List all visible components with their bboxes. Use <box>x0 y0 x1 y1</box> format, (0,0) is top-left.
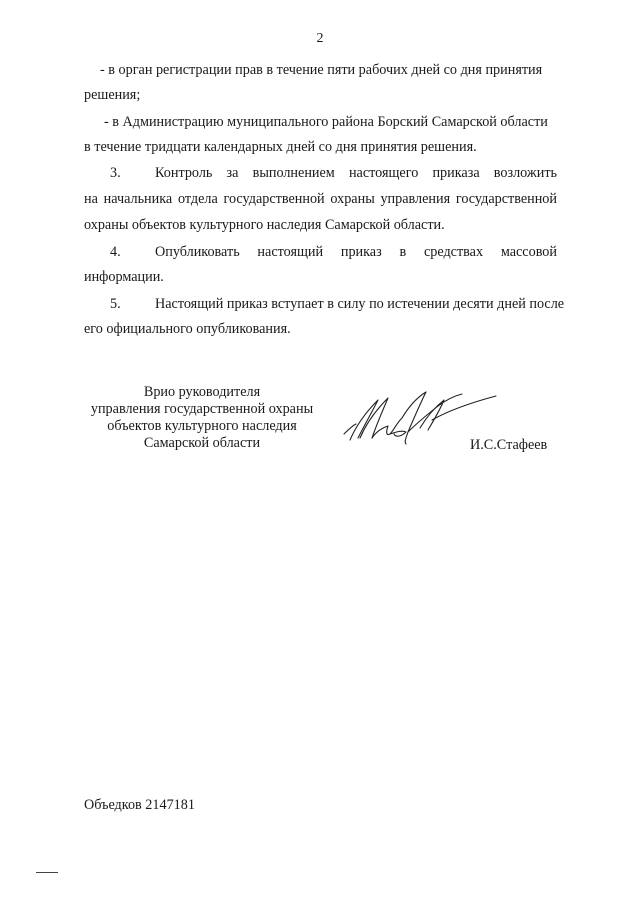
item-b-line-1: - в Администрацию муниципального района Борский Самарской области <box>104 114 548 130</box>
executor-note: Объедков 2147181 <box>84 797 195 813</box>
signatory-title <box>80 384 324 452</box>
item-a-line-2: решения; <box>84 87 141 103</box>
paragraph-3-number: 3. <box>110 165 121 181</box>
paragraph-4-line-2: информации. <box>84 269 164 285</box>
signatory-title-line-2: управления государственной охраны <box>90 401 314 417</box>
signatory-name: И.С.Стафеев <box>470 437 548 453</box>
paragraph-4-number: 4. <box>110 244 121 260</box>
page-number: 2 <box>316 31 324 46</box>
item-a-line-1: - в орган регистрации прав в течение пяти рабочих дней со дня принятия <box>100 62 543 78</box>
footer-mark <box>36 872 58 873</box>
signatory-title-line-3: объектов культурного наследия <box>107 418 297 434</box>
paragraph-5-number: 5. <box>110 296 121 312</box>
signatory-title-line-1: Врио руководителя <box>143 384 261 400</box>
signatory-title-line-4: Самарской области <box>143 435 261 451</box>
paragraph-3-line-2: на начальника отдела государственной охраны управления государственной <box>84 191 557 207</box>
paragraph-3-line-3: охраны объектов культурного наследия Самарской области. <box>84 217 445 233</box>
paragraph-5-line-2: его официального опубликования. <box>84 321 291 337</box>
paragraph-3-line-1: Контроль за выполнением настоящего приказа возложить <box>155 165 557 181</box>
paragraph-5-line-1: Настоящий приказ вступает в силу по истечении десяти дней после <box>155 296 565 312</box>
item-b-line-2: в течение тридцати календарных дней со дня принятия решения. <box>84 139 477 155</box>
paragraph-4-line-1: Опубликовать настоящий приказ в средствах массовой <box>155 244 557 260</box>
